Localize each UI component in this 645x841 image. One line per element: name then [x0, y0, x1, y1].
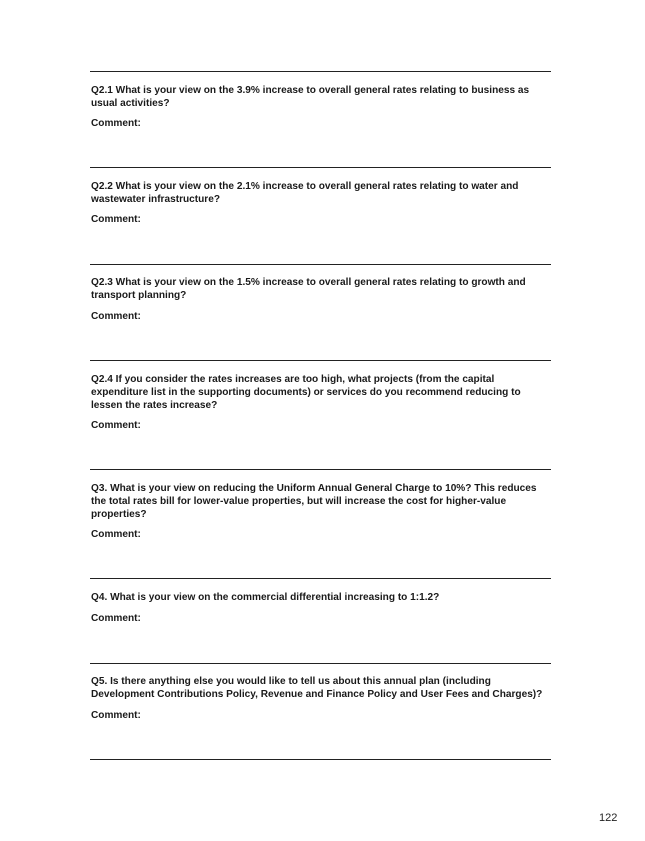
- section-divider: [90, 578, 551, 579]
- section-divider: [90, 759, 551, 760]
- question-q2-4: Q2.4 If you consider the rates increases are too high, what projects (from the capital expenditure list in the supporting documents) or services do you recommend reducing to lessen the rates increase?: [91, 374, 521, 411]
- comment-label-q4: Comment:: [91, 613, 141, 624]
- question-q2-3: Q2.3 What is your view on the 1.5% increase to overall general rates relating to growth and transport planning?: [91, 277, 526, 301]
- section-divider: [90, 71, 551, 72]
- page-number: 122: [599, 812, 618, 824]
- question-q2-1: Q2.1 What is your view on the 3.9% increase to overall general rates relating to business as usual activities?: [91, 85, 530, 109]
- section-divider: [90, 360, 551, 361]
- comment-label-q3: Comment:: [91, 529, 141, 540]
- section-divider: [90, 264, 551, 265]
- question-q3: Q3. What is your view on reducing the Uniform Annual General Charge to 10%? This reduces the total rates bill for lower-value properties, but will increase the cost for higher-value properties?: [91, 483, 537, 520]
- comment-label-q2-3: Comment:: [91, 311, 141, 322]
- comment-label-q5: Comment:: [91, 710, 141, 721]
- question-q4: Q4. What is your view on the commercial differential increasing to 1:1.2?: [91, 592, 440, 603]
- section-divider: [90, 663, 551, 664]
- comment-label-q2-4: Comment:: [91, 420, 141, 431]
- comment-label-q2-1: Comment:: [91, 118, 141, 129]
- comment-label-q2-2: Comment:: [91, 214, 141, 225]
- section-divider: [90, 167, 551, 168]
- question-q2-2: Q2.2 What is your view on the 2.1% increase to overall general rates relating to water and wastewater infrastructure?: [91, 181, 519, 205]
- section-divider: [90, 469, 551, 470]
- question-q5: Q5. Is there anything else you would like to tell us about this annual plan (including Development Contributions Policy, Revenue and Finance Policy and User Fees and Charges)?: [91, 676, 543, 700]
